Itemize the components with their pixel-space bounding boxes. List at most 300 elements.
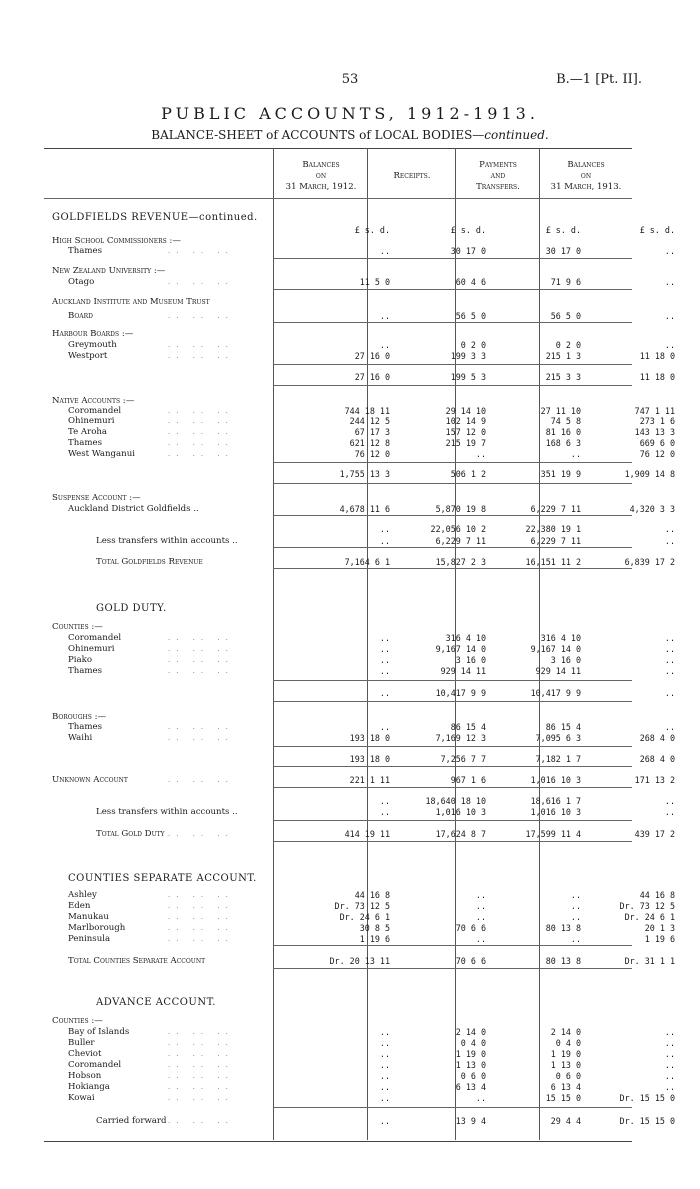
cell-c3: 15 15 0 (545, 1093, 581, 1103)
row-label: Total Goldfields Revenue (96, 557, 203, 567)
cell-c1: 244 12 5 (349, 416, 390, 426)
row-label: Kowai (68, 1093, 95, 1103)
cell-c2: 86 15 4 (450, 722, 486, 732)
section-rule (273, 483, 632, 484)
header-rule (44, 198, 632, 199)
cell-c2: 2 14 0 (455, 1027, 486, 1037)
cell-c3: 7,182 1 7 (535, 754, 581, 764)
row-label: Ashley (68, 890, 97, 900)
section-rule (273, 945, 632, 946)
cell-c1: 621 12 8 (349, 438, 390, 448)
cell-c1: 7,164 6 1 (344, 557, 390, 567)
leader-dots: .. .. .. (168, 1094, 234, 1102)
cell-c3: 9,167 14 0 (530, 644, 581, 654)
cell-c3: 1 13 0 (550, 1060, 581, 1070)
cell-c1: .. (379, 644, 390, 654)
section-rule (273, 462, 632, 463)
leader-dots: .. .. .. (168, 830, 234, 838)
leader-dots: .. .. .. (168, 1028, 234, 1036)
col-header-line: Transfers. (476, 182, 520, 192)
table-row (44, 687, 675, 699)
cell-c4: .. (664, 311, 675, 321)
cell-c1: .. (379, 633, 390, 643)
cell-c2: 60 4 6 (455, 277, 486, 287)
cell-c2: 13 9 4 (455, 1116, 486, 1126)
cell-c2: 10,417 9 9 (435, 688, 486, 698)
cell-c4: .. (664, 340, 675, 350)
row-label: COUNTIES SEPARATE ACCOUNT. (68, 873, 257, 884)
cell-c3: 351 19 9 (540, 469, 581, 479)
leader-dots: .. .. .. (168, 1061, 234, 1069)
cell-c3: .. (570, 890, 581, 900)
row-label: Hokianga (68, 1082, 110, 1092)
cell-c2: 929 14 11 (440, 666, 486, 676)
page-title: PUBLIC ACCOUNTS, 1912-1913. (161, 104, 539, 123)
table-row (44, 774, 675, 786)
cell-c1: .. (379, 807, 390, 817)
table-row (44, 468, 675, 480)
leader-dots: .. .. .. (168, 407, 234, 415)
cell-c1: 744 18 11 (344, 406, 390, 416)
row-label: Harbour Boards :— (52, 329, 134, 339)
leader-dots: .. .. .. (168, 1072, 234, 1080)
leader-dots: .. .. .. (168, 1083, 234, 1091)
cell-c4: 1,909 14 8 (624, 469, 675, 479)
page-number: 53 (341, 72, 359, 87)
cell-c1: 4,678 11 6 (339, 504, 390, 514)
cell-c4: 439 17 2 (634, 829, 675, 839)
row-label: Auckland District Goldfields .. (68, 504, 199, 514)
leader-dots: .. .. .. (168, 312, 234, 320)
cell-c3: 29 4 4 (550, 1116, 581, 1126)
cell-c2: 7,256 7 7 (440, 754, 486, 764)
leader-dots: .. .. .. (168, 1117, 234, 1125)
leader-dots: .. .. .. (168, 913, 234, 921)
row-label: Coromandel (68, 1060, 122, 1070)
cell-c1: 27 16 0 (354, 372, 390, 382)
cell-c1: 44 16 8 (354, 890, 390, 900)
section-rule (273, 289, 632, 290)
cell-c3: .. (570, 934, 581, 944)
table-row (44, 556, 675, 568)
cell-c3: £ s. d. (545, 225, 581, 235)
col-header-balances-1913 (541, 160, 631, 193)
col-header-line: 31 March, 1913. (550, 182, 622, 192)
cell-c1: Dr. 24 6 1 (339, 912, 390, 922)
cell-c4: .. (664, 1049, 675, 1059)
section-rule (273, 701, 632, 702)
cell-c2: 3 16 0 (455, 655, 486, 665)
cell-c4: .. (664, 536, 675, 546)
cell-c2: .. (475, 901, 486, 911)
cell-c4: .. (664, 722, 675, 732)
cell-c4: .. (664, 1060, 675, 1070)
row-label: Thames (68, 438, 103, 448)
cell-c2: .. (475, 912, 486, 922)
cell-c1: .. (379, 1116, 390, 1126)
row-label: New Zealand University :— (52, 266, 166, 276)
leader-dots: .. .. .. (168, 891, 234, 899)
leader-dots: .. .. .. (168, 428, 234, 436)
table-row (44, 828, 675, 840)
table-row (44, 350, 675, 362)
table-row (44, 933, 675, 945)
cell-c3: 71 9 6 (550, 277, 581, 287)
cell-c1: 27 16 0 (354, 351, 390, 361)
row-label: Piako (68, 655, 93, 665)
cell-c3: 80 13 8 (545, 956, 581, 966)
section-rule (273, 568, 632, 569)
cell-c4: Dr. 73 12 5 (619, 901, 675, 911)
table-row (44, 753, 675, 765)
section-rule (273, 787, 632, 788)
cell-c1: .. (379, 796, 390, 806)
cell-c2: 15,827 2 3 (435, 557, 486, 567)
subtitle-continued: —continued. (472, 128, 549, 142)
row-label: Boroughs :— (52, 712, 107, 722)
cell-c2: 316 4 10 (445, 633, 486, 643)
table-row (44, 448, 675, 460)
cell-c3: 81 16 0 (545, 427, 581, 437)
col-header-line: Balances (567, 160, 605, 170)
cell-c4: 11 18 0 (639, 351, 675, 361)
table-row (44, 503, 675, 515)
cell-c1: 30 8 5 (359, 923, 390, 933)
cell-c3: 18,616 1 7 (530, 796, 581, 806)
row-label: Waihi (68, 733, 93, 743)
cell-c3: 316 4 10 (540, 633, 581, 643)
row-label: GOLD DUTY. (96, 603, 167, 614)
section-rule (273, 547, 632, 548)
cell-c4: .. (664, 1027, 675, 1037)
cell-c2: 1 13 0 (455, 1060, 486, 1070)
row-label: Ohinemuri (68, 644, 115, 654)
row-label: Buller (68, 1038, 95, 1048)
section-rule (273, 322, 632, 323)
cell-c1: 193 18 0 (349, 754, 390, 764)
page-reference: B.—1 [Pt. II]. (556, 72, 642, 87)
cell-c2: 215 19 7 (445, 438, 486, 448)
cell-c1: .. (379, 1027, 390, 1037)
cell-c4: .. (664, 688, 675, 698)
cell-c1: .. (379, 1093, 390, 1103)
cell-c1: Dr. 73 12 5 (334, 901, 390, 911)
row-label: Te Aroha (68, 427, 108, 437)
cell-c3: 7,095 6 3 (535, 733, 581, 743)
cell-c4: .. (664, 796, 675, 806)
cell-c1: 221 1 11 (349, 775, 390, 785)
cell-c3: 27 11 10 (540, 406, 581, 416)
leader-dots: .. .. .. (168, 776, 234, 784)
cell-c1: .. (379, 655, 390, 665)
cell-c3: 3 16 0 (550, 655, 581, 665)
row-label: High School Commissioners :— (52, 236, 181, 246)
cell-c4: .. (664, 277, 675, 287)
cell-c1: Dr. 20 13 11 (329, 956, 390, 966)
cell-c4: 44 16 8 (639, 890, 675, 900)
cell-c4: .. (664, 807, 675, 817)
cell-c2: 18,640 18 10 (425, 796, 486, 806)
row-label: Thames (68, 722, 103, 732)
cell-c1: .. (379, 722, 390, 732)
leader-dots: .. .. .. (168, 247, 234, 255)
cell-c2: 157 12 0 (445, 427, 486, 437)
leader-dots: .. .. .. (168, 439, 234, 447)
cell-c2: £ s. d. (450, 225, 486, 235)
row-label: Less transfers within accounts .. (96, 807, 238, 817)
row-label: West Wanganui (68, 449, 135, 459)
table-row (44, 245, 675, 257)
cell-c1: .. (379, 340, 390, 350)
cell-c4: 268 4 0 (639, 754, 675, 764)
cell-c3: 80 13 8 (545, 923, 581, 933)
cell-c4: .. (664, 1038, 675, 1048)
row-label: Ohinemuri (68, 416, 115, 426)
cell-c1: 193 18 0 (349, 733, 390, 743)
page-subtitle (0, 128, 700, 142)
cell-c1: 1,755 13 3 (339, 469, 390, 479)
table-row (44, 603, 632, 615)
row-label: Counties :— (52, 622, 103, 632)
cell-c4: 4,320 3 3 (629, 504, 675, 514)
col-header-balances-1912 (275, 160, 367, 193)
row-label: Eden (68, 901, 91, 911)
cell-c4: 268 4 0 (639, 733, 675, 743)
cell-c2: 70 6 6 (455, 923, 486, 933)
cell-c2: 506 1 2 (450, 469, 486, 479)
cell-c4: 143 13 3 (634, 427, 675, 437)
col-header-line: Payments (479, 160, 517, 170)
leader-dots: .. .. .. (168, 924, 234, 932)
section-rule (273, 258, 632, 259)
section-rule (273, 820, 632, 821)
cell-c2: 0 2 0 (460, 340, 486, 350)
section-rule (273, 364, 632, 365)
cell-c3: 0 6 0 (555, 1071, 581, 1081)
row-label: Bay of Islands (68, 1027, 130, 1037)
row-label: Greymouth (68, 340, 117, 350)
row-label: Coromandel (68, 406, 122, 416)
col-header-line: on (580, 171, 592, 181)
row-label: Peninsula (68, 934, 111, 944)
cell-c3: 0 2 0 (555, 340, 581, 350)
cell-c3: 30 17 0 (545, 246, 581, 256)
cell-c2: 967 1 6 (450, 775, 486, 785)
row-label: Native Accounts :— (52, 396, 135, 406)
leader-dots: .. .. .. (168, 450, 234, 458)
cell-c3: .. (570, 901, 581, 911)
table-row (44, 1092, 675, 1104)
col-header-line: 31 March, 1912. (285, 182, 357, 192)
cell-c3: .. (570, 449, 581, 459)
row-label: Thames (68, 666, 103, 676)
row-label: Thames (68, 246, 103, 256)
cell-c4: Dr. 24 6 1 (624, 912, 675, 922)
cell-c1: £ s. d. (354, 225, 390, 235)
cell-c4: .. (664, 246, 675, 256)
row-label: Carried forward (96, 1116, 167, 1126)
cell-c4: .. (664, 1071, 675, 1081)
leader-dots: .. .. .. (168, 634, 234, 642)
row-label: Manukau (68, 912, 109, 922)
cell-c4: 1 19 6 (644, 934, 675, 944)
cell-c2: 17,624 8 7 (435, 829, 486, 839)
cell-c3: 0 4 0 (555, 1038, 581, 1048)
cell-c2: 6 13 4 (455, 1082, 486, 1092)
leader-dots: .. .. .. (168, 656, 234, 664)
cell-c3: 10,417 9 9 (530, 688, 581, 698)
cell-c4: 273 1 6 (639, 416, 675, 426)
cell-c3: 1 19 0 (550, 1049, 581, 1059)
leader-dots: .. .. .. (168, 935, 234, 943)
cell-c4: Dr. 15 15 0 (619, 1116, 675, 1126)
cell-c2: 29 14 10 (445, 406, 486, 416)
leader-dots: .. .. .. (168, 417, 234, 425)
cell-c4: 20 1 3 (644, 923, 675, 933)
table-row (44, 310, 675, 322)
cell-c1: 414 19 11 (344, 829, 390, 839)
cell-c3: 17,599 11 4 (525, 829, 581, 839)
cell-c1: 67 17 3 (354, 427, 390, 437)
leader-dots: .. .. .. (168, 278, 234, 286)
table-row (44, 955, 675, 967)
cell-c2: .. (475, 1093, 486, 1103)
cell-c3: .. (570, 912, 581, 922)
leader-dots: .. .. .. (168, 645, 234, 653)
leader-dots: .. .. .. (168, 902, 234, 910)
leader-dots: .. .. .. (168, 723, 234, 731)
cell-c2: 1 19 0 (455, 1049, 486, 1059)
row-label: Board (68, 311, 93, 321)
cell-c4: 6,839 17 2 (624, 557, 675, 567)
col-header-line: and (490, 171, 506, 181)
cell-c2: .. (475, 934, 486, 944)
section-rule (273, 1107, 632, 1108)
table-row (44, 873, 632, 885)
row-label: ADVANCE ACCOUNT. (96, 997, 216, 1008)
cell-c3: 215 3 3 (545, 372, 581, 382)
col-header-line: Receipts. (393, 171, 431, 181)
section-rule (273, 746, 632, 747)
cell-c4: .. (664, 524, 675, 534)
cell-c1: .. (379, 1060, 390, 1070)
cell-c1: 76 12 0 (354, 449, 390, 459)
cell-c3: 56 5 0 (550, 311, 581, 321)
table-row (44, 371, 675, 383)
leader-dots: .. .. .. (168, 352, 234, 360)
cell-c2: 1,016 10 3 (435, 807, 486, 817)
table-row (44, 997, 632, 1009)
table-row (44, 1115, 675, 1127)
cell-c2: 199 5 3 (450, 372, 486, 382)
cell-c3: 1,016 10 3 (530, 775, 581, 785)
cell-c3: 215 1 3 (545, 351, 581, 361)
cell-c1: .. (379, 666, 390, 676)
cell-c3: 6,229 7 11 (530, 504, 581, 514)
cell-c1: .. (379, 1071, 390, 1081)
cell-c1: .. (379, 311, 390, 321)
cell-c4: .. (664, 655, 675, 665)
row-label: Suspense Account :— (52, 493, 141, 503)
table-row (44, 523, 675, 535)
table-row (44, 732, 675, 744)
col-header-payments (457, 160, 539, 193)
cell-c3: 74 5 8 (550, 416, 581, 426)
cell-c4: 747 1 11 (634, 406, 675, 416)
section-rule (273, 766, 632, 767)
cell-c2: 9,167 14 0 (435, 644, 486, 654)
cell-c2: 6,229 7 11 (435, 536, 486, 546)
leader-dots: .. .. .. (168, 734, 234, 742)
col-header-line: on (315, 171, 327, 181)
cell-c3: 929 14 11 (535, 666, 581, 676)
cell-c2: 102 14 9 (445, 416, 486, 426)
cell-c4: .. (664, 633, 675, 643)
cell-c2: 56 5 0 (455, 311, 486, 321)
cell-c2: 22,056 10 2 (430, 524, 486, 534)
cell-c1: .. (379, 246, 390, 256)
section-rule (273, 680, 632, 681)
cell-c4: Dr. 15 15 0 (619, 1093, 675, 1103)
cell-c2: .. (475, 890, 486, 900)
cell-c3: 6,229 7 11 (530, 536, 581, 546)
leader-dots: .. .. .. (168, 1039, 234, 1047)
table-row (44, 806, 675, 818)
cell-c3: 1,016 10 3 (530, 807, 581, 817)
cell-c3: 86 15 4 (545, 722, 581, 732)
row-label: GOLDFIELDS REVENUE—continued. (52, 212, 258, 223)
section-rule (273, 385, 632, 386)
table-row (44, 212, 632, 224)
cell-c1: .. (379, 1038, 390, 1048)
row-label: Less transfers within accounts .. (96, 536, 238, 546)
cell-c4: 669 6 0 (639, 438, 675, 448)
cell-c4: 11 18 0 (639, 372, 675, 382)
cell-c2: .. (475, 449, 486, 459)
cell-c4: .. (664, 1082, 675, 1092)
cell-c4: .. (664, 666, 675, 676)
row-label: Coromandel (68, 633, 122, 643)
row-label: Total Counties Separate Account (68, 956, 206, 966)
cell-c3: 6 13 4 (550, 1082, 581, 1092)
cell-c2: 30 17 0 (450, 246, 486, 256)
subtitle-main: BALANCE-SHEET of ACCOUNTS of LOCAL BODIES (151, 128, 473, 142)
leader-dots: .. .. .. (168, 341, 234, 349)
row-label: Counties :— (52, 1016, 103, 1026)
row-label: Total Gold Duty (96, 829, 165, 839)
cell-c3: 2 14 0 (550, 1027, 581, 1037)
cell-c3: 16,151 11 2 (525, 557, 581, 567)
col-header-line: Balances (302, 160, 340, 170)
cell-c1: .. (379, 688, 390, 698)
cell-c1: .. (379, 1082, 390, 1092)
leader-dots: .. .. .. (168, 1050, 234, 1058)
row-label: Marlborough (68, 923, 126, 933)
cell-c3: 22,380 19 1 (525, 524, 581, 534)
col-header-receipts (369, 171, 455, 182)
cell-c4: .. (664, 644, 675, 654)
section-rule (273, 841, 632, 842)
row-label: Hobson (68, 1071, 102, 1081)
row-label: Westport (68, 351, 108, 361)
table-row (44, 665, 675, 677)
cell-c2: 5,870 19 8 (435, 504, 486, 514)
cell-c2: 0 6 0 (460, 1071, 486, 1081)
cell-c1: .. (379, 1049, 390, 1059)
table-row (44, 276, 675, 288)
section-rule (273, 515, 632, 516)
cell-c4: 171 13 2 (634, 775, 675, 785)
